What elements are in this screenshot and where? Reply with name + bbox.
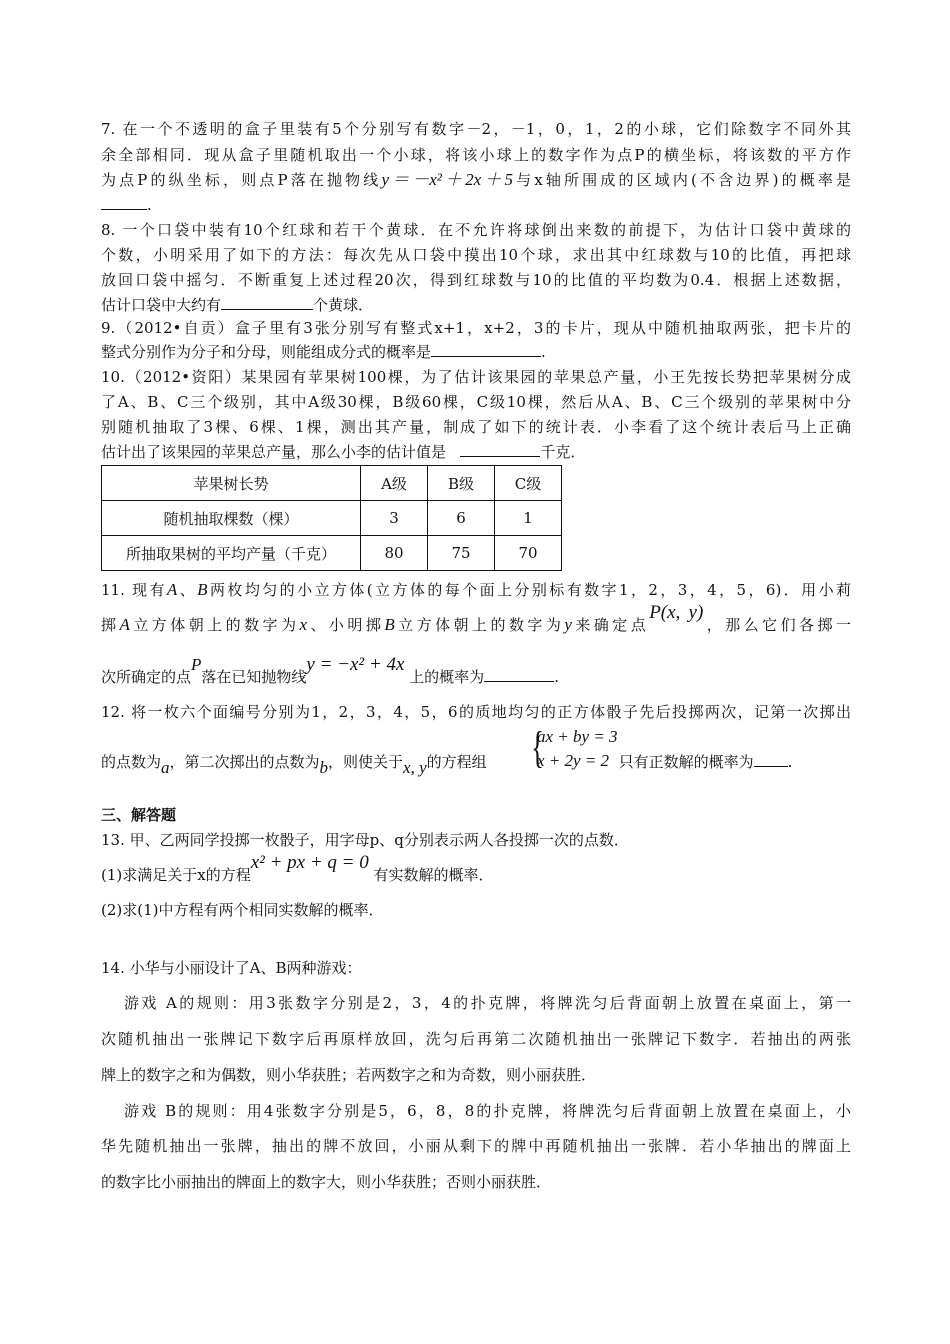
answer-blank bbox=[754, 753, 788, 767]
q7-line: 7. 在一个不透明的盒子里装有5个分别写有数字－2，－1，0，1，2的小球，它们除数字不同外其 bbox=[101, 120, 851, 138]
q12-text: 的方程组 bbox=[426, 753, 487, 771]
q13-line: (2)求(1)中方程有两个相同实数解的概率． bbox=[101, 901, 384, 919]
math-var: a bbox=[161, 758, 170, 777]
q13-line: 13. 甲、乙两同学投掷一枚骰子，用字母p、q分别表示两人各投掷一次的点数． bbox=[101, 831, 629, 849]
q11-text: ，那么它们各掷一 bbox=[703, 616, 851, 634]
q11-text: 落在已知抛物线 bbox=[201, 668, 307, 686]
math-var: B bbox=[197, 580, 208, 599]
q14-line: 游戏 B的规则：用4张数字分别是5，6，8，8的扑克牌，将牌洗匀后背面朝上放置在桌面上，小 bbox=[124, 1102, 851, 1120]
q13-line bbox=[101, 852, 851, 884]
q7-text: 为点P的纵坐标，则点P落在抛物线 bbox=[101, 171, 382, 189]
q10-text: 千克． bbox=[540, 443, 586, 461]
answer-blank bbox=[101, 196, 147, 210]
parabola-formula: y = −x² + 4x bbox=[306, 654, 405, 675]
q11-text: 掷 bbox=[101, 616, 120, 634]
answer-blank bbox=[431, 343, 541, 357]
table-cell: 70 bbox=[495, 536, 562, 571]
q8-line: 8. 一个口袋中装有10个红球和若干个黄球．在不允许将球倒出来数的前提下，为估计口袋中黄球的 bbox=[101, 221, 851, 239]
q11-text: 来确定点 bbox=[571, 616, 650, 634]
table-header: 苹果树长势 bbox=[102, 466, 361, 501]
table-header-row bbox=[102, 466, 562, 501]
q9-line: 9.（2012•自贡）盒子里有3张分别写有整式x+1，x+2，3的卡片，现从中随机抽取两张，把卡片的 bbox=[101, 319, 851, 337]
math-var: y bbox=[564, 615, 572, 634]
q10-line: 了A、B、C三个级别，其中A级30棵，B级60棵，C级10棵，然后从A、B、C三个级别的苹果树中分 bbox=[101, 393, 851, 411]
equation-system bbox=[531, 723, 618, 773]
q13-text: (1)求满足关于x的方程 bbox=[101, 866, 251, 884]
table-row bbox=[102, 501, 562, 536]
q14-line: 14. 小华与小丽设计了A、B两种游戏： bbox=[101, 959, 362, 977]
q12-period: . bbox=[787, 753, 793, 771]
q10-line: 别随机抽取了3棵、6棵、1棵，测出其产量，制成了如下的统计表．小李看了这个统计表后马上正确 bbox=[101, 418, 851, 436]
apple-yield-table bbox=[101, 465, 562, 571]
point-formula: P(x, y) bbox=[649, 602, 704, 623]
table-cell: 80 bbox=[361, 536, 428, 571]
table-cell: 75 bbox=[428, 536, 495, 571]
table-row bbox=[102, 536, 562, 571]
q12-text: 的点数为 bbox=[101, 753, 162, 771]
math-var: P bbox=[191, 655, 202, 674]
q11-line bbox=[101, 602, 851, 634]
answer-blank bbox=[221, 296, 313, 310]
math-var: x bbox=[299, 615, 308, 634]
q12-line: 12. 将一枚六个面编号分别为1，2，3，4，5，6的质地均匀的正方体骰子先后投掷两次，记第一次掷出 bbox=[101, 703, 851, 721]
brace-symbol: { bbox=[531, 723, 544, 772]
q9-period: . bbox=[541, 343, 546, 361]
q10-line bbox=[101, 443, 851, 461]
q11-text: 立方体朝上的数字为 bbox=[394, 616, 565, 634]
equation: x + 2y = 2 bbox=[537, 751, 610, 770]
q8-text: 估计口袋中大约有 bbox=[101, 296, 222, 314]
q11-text: 两枚均匀的小立方体(立方体的每个面上分别标有数字1，2，3，4，5，6)．用小莉 bbox=[207, 581, 852, 599]
q9-line bbox=[101, 343, 851, 361]
q13-text: 有实数解的概率． bbox=[373, 866, 494, 884]
q10-text: 估计出了该果园的苹果总产量，那么小李的估计值是 bbox=[101, 443, 447, 461]
table-header: C级 bbox=[495, 466, 562, 501]
q9-text: 整式分别作为分子和分母，则能组成分式的概率是 bbox=[101, 343, 432, 361]
q7-line bbox=[101, 171, 851, 189]
table-cell: 随机抽取棵数（棵） bbox=[102, 501, 361, 536]
q8-line bbox=[101, 296, 851, 314]
section-heading: 三、解答题 bbox=[101, 806, 177, 824]
q10-line: 10.（2012•资阳）某果园有苹果树100棵，为了估计该果园的苹果总产量，小王先按长势把苹果树分成 bbox=[101, 368, 851, 386]
q7-answer-line bbox=[101, 196, 851, 214]
answer-blank bbox=[460, 443, 540, 457]
table-header: B级 bbox=[428, 466, 495, 501]
table-cell: 所抽取果树的平均产量（千克） bbox=[102, 536, 361, 571]
q8-text: 个黄球． bbox=[313, 296, 374, 314]
q8-line: 个数，小明采用了如下的方法：每次先从口袋中摸出10个球，求出其中红球数与10的比值，再把球 bbox=[101, 246, 851, 264]
q7-line: 余全部相同．现从盒子里随机取出一个小球，将该小球上的数字作为点P的横坐标，将该数的平方作 bbox=[101, 146, 851, 164]
q12-line bbox=[101, 753, 851, 777]
q12-text: 只有正数解的概率为 bbox=[618, 753, 754, 771]
math-var: A bbox=[119, 615, 130, 634]
math-var: x, y bbox=[403, 758, 427, 777]
table-cell: 3 bbox=[361, 501, 428, 536]
q12-text: ，第二次掷出的点数为 bbox=[169, 753, 320, 771]
math-var: A bbox=[166, 580, 178, 599]
table-cell: 6 bbox=[428, 501, 495, 536]
q11-text: 上的概率为 bbox=[409, 668, 485, 686]
q12-text: ，则使关于 bbox=[328, 753, 404, 771]
q8-line: 放回口袋中摇匀．不断重复上述过程20次，得到红球数与10的比值的平均数为0.4．根据上述数据， bbox=[101, 271, 851, 289]
answer-blank bbox=[484, 668, 554, 682]
q11-line bbox=[101, 654, 851, 686]
q11-text: 11. 现有 bbox=[101, 581, 167, 599]
q14-line: 游戏 A的规则：用3张数字分别是2，3，4的扑克牌，将牌洗匀后背面朝上放置在桌面上，第一 bbox=[124, 994, 851, 1012]
q14-line: 华先随机抽出一张牌，抽出的牌不放回，小丽从剩下的牌中再随机抽出一张牌．若小华抽出的牌面上 bbox=[101, 1137, 851, 1155]
equation: ax + by = 3 bbox=[537, 727, 618, 746]
q7-text: 与x轴所围成的区域内(不含边界)的概率是 bbox=[513, 171, 851, 189]
math-var: b bbox=[319, 758, 329, 777]
q11-text: 、小明掷 bbox=[307, 616, 385, 634]
q11-period: . bbox=[554, 668, 559, 686]
q11-text: 立方体朝上的数字为 bbox=[129, 616, 300, 634]
q7-period: . bbox=[147, 196, 152, 214]
q14-line: 的数字比小丽抽出的牌面上的数字大，则小华获胜；否则小丽获胜． bbox=[101, 1173, 552, 1191]
q11-line bbox=[101, 581, 851, 599]
q14-line: 次随机抽出一张牌记下数字后再原样放回，洗匀后再第二次随机抽出一张牌记下数字．若抽出的两张 bbox=[101, 1030, 851, 1048]
q11-text: 次所确定的点 bbox=[101, 668, 192, 686]
table-cell: 1 bbox=[495, 501, 562, 536]
table-header: A级 bbox=[361, 466, 428, 501]
math-var: B bbox=[384, 615, 395, 634]
quadratic-formula: x² + px + q = 0 bbox=[250, 852, 369, 873]
q11-text: 、 bbox=[177, 581, 198, 599]
q7-parabola-formula: y＝－x²＋2x＋5 bbox=[381, 170, 514, 189]
q14-line: 牌上的数字之和为偶数，则小华获胜；若两数字之和为奇数，则小丽获胜． bbox=[101, 1066, 597, 1084]
